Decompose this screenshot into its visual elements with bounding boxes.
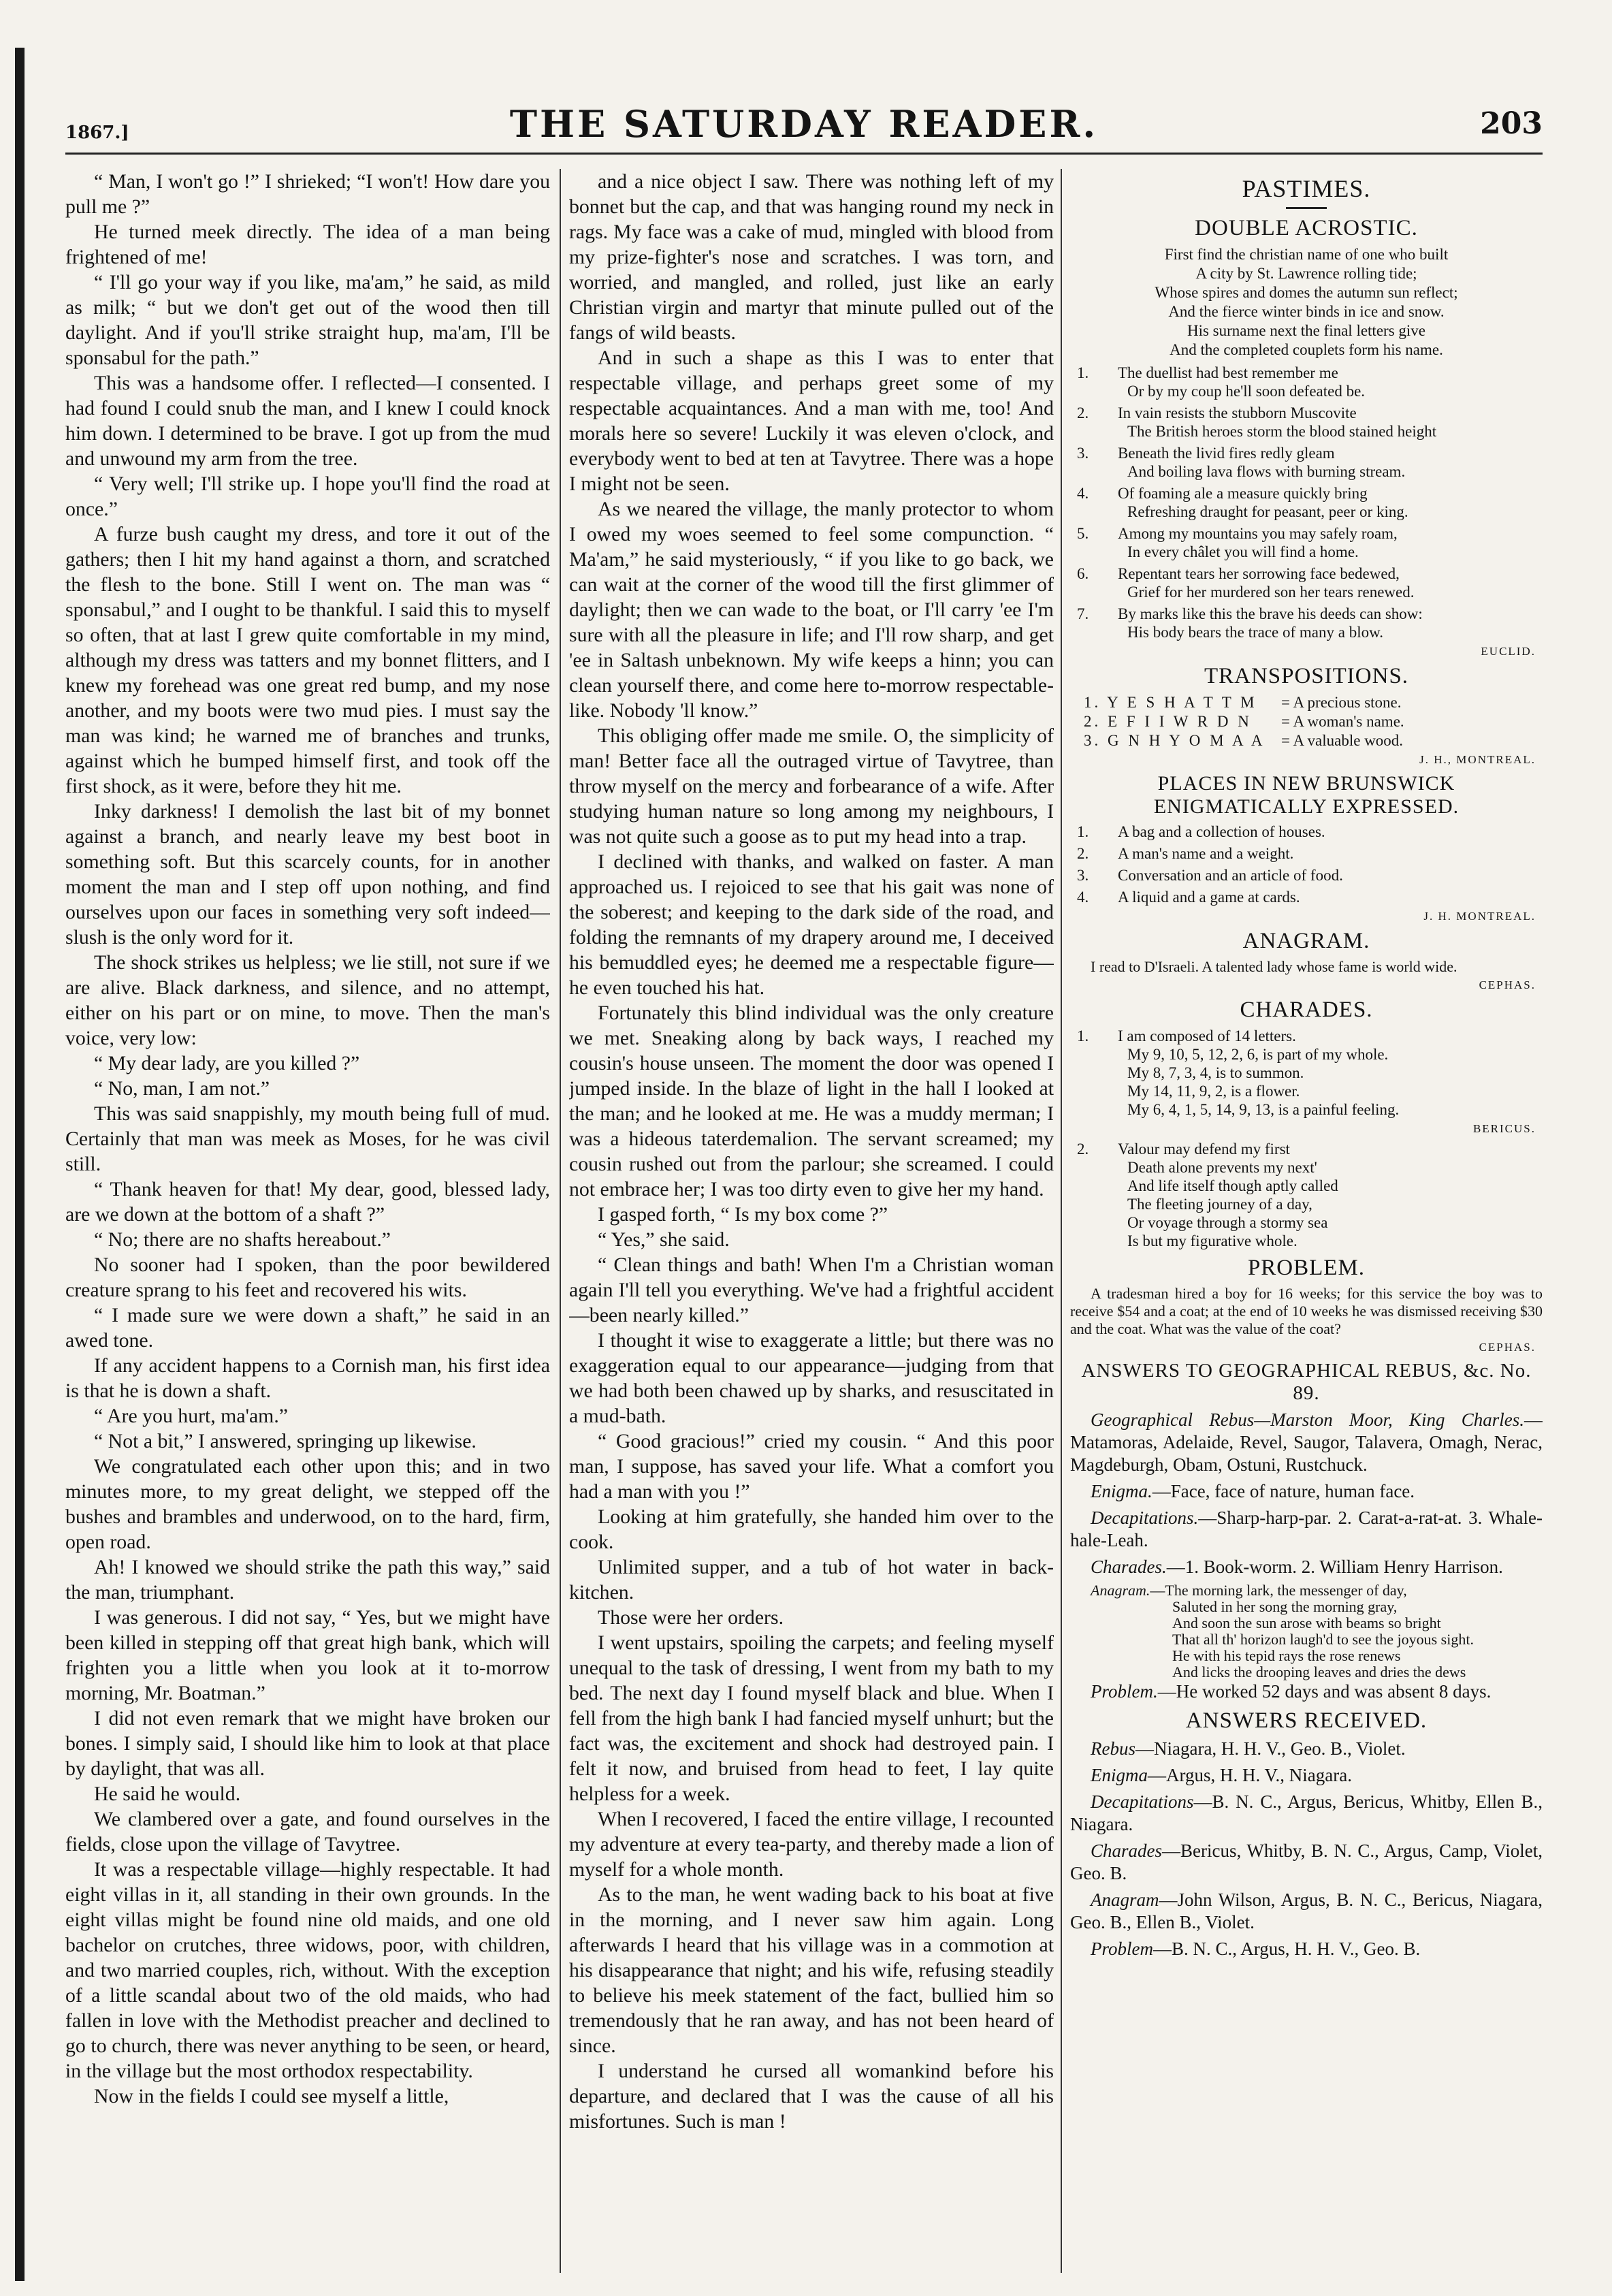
answer-anagram-verse xyxy=(1091,1599,1543,1680)
received-entry xyxy=(1070,1938,1543,1960)
answer-label: Charades. xyxy=(1091,1557,1167,1577)
received-heading: ANSWERS RECEIVED. xyxy=(1185,1708,1428,1733)
received-text: —Niagara, H. H. V., Geo. B., Violet. xyxy=(1135,1738,1406,1759)
acrostic-heading: DOUBLE ACROSTIC. xyxy=(1195,216,1418,240)
item-number: 4. xyxy=(1077,889,1089,906)
answer-entry xyxy=(1070,1480,1543,1503)
story-paragraph: Inky darkness! I demolish the last bit of my bonnet against a branch, and nearly leave my best boot in something soft. But this scarcely counts, for in another moment the man and I step off upon nothing, and find ourselves upon our faces in something very soft indeed—slush is the only word for it. xyxy=(65,800,550,948)
acrostic-signature: EUCLID. xyxy=(1481,645,1536,658)
answer-anagram xyxy=(1070,1582,1543,1680)
answer-anagram-label: Anagram. xyxy=(1091,1582,1150,1599)
story-paragraph: I declined with thanks, and walked on faster. A man approached us. I rejoiced to see that his gait was none of the soberest; and keeping to the dark side of the road, and folding the remnants of my drapery around me, I deceived his bemuddled eyes; he deemed me a respectable figure—he even touched his hat. xyxy=(569,850,1054,999)
acrostic-intro-line: And the completed couplets form his name. xyxy=(1170,341,1443,358)
received-entry xyxy=(1070,1791,1543,1836)
answer-problem-text: —He worked 52 days and was absent 8 days. xyxy=(1157,1681,1492,1702)
acrostic-item xyxy=(1070,404,1543,441)
item-number: 1. xyxy=(1077,1027,1089,1045)
answer-text: —Matamoras, Adelaide, Revel, Saugor, Talavera, Omagh, Nerac, Magdeburgh, Obam, Ostuni, Rustchuck. xyxy=(1070,1409,1543,1475)
story-paragraph: I gasped forth, “ Is my box come ?” xyxy=(598,1203,888,1226)
transposition-row xyxy=(1070,712,1543,731)
acrostic-item xyxy=(1070,484,1543,521)
story-paragraph: And in such a shape as this I was to enter that respectable village, and perhaps greet some of my respectable acquaintances. And a man with me, too! And morals here so severe! Luckily it was eleven o'clock, and everybody went to bed at ten at Tavytree. There was a hope I might not be seen. xyxy=(569,347,1054,495)
story-paragraph: This was a handsome offer. I reflected—I consented. I had found I could snub the man, and I knew I could knock him down. I determined to be brave. I got up from the mud and unwound my arm from the tree. xyxy=(65,372,550,470)
received-entry xyxy=(1070,1889,1543,1934)
answer-entry xyxy=(1070,1507,1543,1552)
charade-line: My 6, 4, 1, 5, 14, 9, 13, is a painful feeling. xyxy=(1127,1101,1400,1118)
acrostic-intro-line: His surname next the final letters give xyxy=(1187,322,1425,339)
answer-entry xyxy=(1070,1409,1543,1476)
places-item xyxy=(1070,844,1543,863)
received-text: —John Wilson, Argus, B. N. C., Bericus, Niagara, Geo. B., Ellen B., Violet. xyxy=(1070,1890,1543,1932)
answer-anagram-line: And licks the drooping leaves and dries the dews xyxy=(1172,1663,1466,1680)
places-text: A bag and a collection of houses. xyxy=(1118,823,1325,840)
places-text: A man's name and a weight. xyxy=(1118,845,1294,862)
transposition-letters: 3. G N H Y O M A A xyxy=(1084,732,1266,749)
page-header xyxy=(65,102,1543,150)
transpositions-list xyxy=(1070,693,1543,750)
places-item xyxy=(1070,866,1543,884)
places-heading: PLACES IN NEW BRUNSWICK ENIGMATICALLY EXPRESSED. xyxy=(1153,772,1460,818)
transposition-answer-hint: = A valuable wood. xyxy=(1281,732,1404,749)
story-paragraph: Ah! I knowed we should strike the path this way,” said the man, triumphant. xyxy=(65,1556,550,1604)
acrostic-list xyxy=(1070,364,1543,641)
story-paragraph: I went upstairs, spoiling the carpets; and feeling myself unequal to the task of dressing, I went from my bath to my bed. The next day I found myself black and blue. When I fell from the high bank I had fancied myself unhurt; but the fact was, the excitement and shock had destroyed pain. I felt it now, and bruised from head to feet, I lay quite helpless for a week. xyxy=(569,1631,1054,1805)
acrostic-item xyxy=(1070,564,1543,601)
story-paragraph: I was generous. I did not say, “ Yes, but we might have been killed in stepping off that great high bank, which will frighten you a little when you look at it to-morrow morning, Mr. Boatman.” xyxy=(65,1606,550,1704)
answer-problem-label: Problem. xyxy=(1091,1681,1158,1702)
header-rule xyxy=(65,153,1543,155)
received-label: Charades xyxy=(1091,1840,1163,1861)
story-paragraph: It was a respectable village—highly respectable. It had eight villas in it, all standing in their own grounds. In the eight villas might be found nine old maids, and one old bachelor on crutches, three widows, poor, with children, and two married couples, rich, without. With the exception of a little scandal about two of the old maids, who had fallen in love with the Methodist preacher and declined to go to church, there was never anything to be seen, or heard, in the village but the most orthodox respectability. xyxy=(65,1858,550,2082)
transposition-row xyxy=(1070,693,1543,712)
story-paragraph: Fortunately this blind individual was the only creature we met. Sneaking along by back ways, I reached my cousin's house unseen. The moment the door was opened I jumped inside. In the blaze of light in the hall I looked at the man; and he looked at me. He was a muddy merman; I was a hideous taterdemalion. The servant screamed; my cousin rushed out from the parlour; she screamed. I could not embrace her; I was too dirty even to give her my hand. xyxy=(569,1002,1054,1200)
answers-list xyxy=(1070,1409,1543,1578)
story-paragraph: I thought it wise to exaggerate a little; but there was no exaggeration equal to our appearance—judging from that we had both been chawed up by sharks, and resuscitated in a mud-bath. xyxy=(569,1329,1054,1427)
transposition-letters: 2. E F I I W R D N xyxy=(1084,713,1252,730)
page-number: 203 xyxy=(1480,106,1543,141)
received-label: Decapitations xyxy=(1091,1791,1194,1812)
story-paragraph: “ No, man, I am not.” xyxy=(94,1077,270,1100)
received-list xyxy=(1070,1738,1543,1960)
story-paragraph: “ Clean things and bath! When I'm a Christian woman again I'll tell you everything. We've had a frightful accident—been nearly killed.” xyxy=(569,1254,1054,1326)
received-entry xyxy=(1070,1738,1543,1760)
story-paragraph: We clambered over a gate, and found ourselves in the fields, close upon the village of Tavytree. xyxy=(65,1808,550,1855)
story-paragraph: He said he would. xyxy=(94,1783,241,1805)
story-paragraph: “ Are you hurt, ma'am.” xyxy=(94,1405,289,1427)
story-paragraph: “ Very well; I'll strike up. I hope you'll find the road at once.” xyxy=(65,473,550,520)
story-paragraph: A furze bush caught my dress, and tore it out of the gathers; then I hit my hand against a thorn, and scratched the flesh to the bone. Still I went on. The man was “ sponsabul,” and I ought to be thankful. I said this to myself so often, that at last I grew quite comfortable in my mind, although my dress was tatters and my bonnet flitters, and I knew my forehead was one great red bump, and my nose another, and my boots were two mud pies. I must say the man was kind; he warned me of branches and trunks, against which he bumped himself first, and took off the first shock, as it were, before they hit me. xyxy=(65,523,550,797)
charade-line: Valour may defend my first xyxy=(1118,1141,1290,1158)
story-paragraph: “ I'll go your way if you like, ma'am,” he said, as mild as milk; “ but we don't get out of the wood then till daylight. And if you'll strike straight hup, ma'am, I'll be sponsabul for the path.” xyxy=(65,271,550,369)
item-number: 1. xyxy=(1077,823,1089,840)
story-paragraph: This obliging offer made me smile. O, the simplicity of man! Better face all the outraged virtue of Tavytree, than throw myself on the mercy and forbearance of a wife. After studying human nature so long among my neighbours, I was not quite such a goose as to put my head into a trap. xyxy=(569,724,1054,848)
received-label: Anagram xyxy=(1091,1890,1159,1910)
acrostic-intro-line: Whose spires and domes the autumn sun reflect; xyxy=(1155,284,1458,301)
places-item xyxy=(1070,823,1543,841)
charade-line: And life itself though aptly called xyxy=(1127,1177,1338,1194)
acrostic-line: Repentant tears her sorrowing face bedewed, xyxy=(1118,565,1400,582)
charade-line: Is but my figurative whole. xyxy=(1127,1232,1297,1249)
answers-heading: ANSWERS TO GEOGRAPHICAL REBUS, &c. No. 89. xyxy=(1081,1360,1532,1404)
story-paragraph: I understand he cursed all womankind before his departure, and declared that I was the cause of all his misfortunes. Such is man ! xyxy=(569,2060,1054,2133)
acrostic-line: Grief for her murdered son her tears renewed. xyxy=(1127,584,1415,601)
received-text: —Argus, H. H. V., Niagara. xyxy=(1148,1765,1352,1785)
item-number: 4. xyxy=(1077,485,1089,502)
anagram-signature: CEPHAS. xyxy=(1479,978,1536,991)
acrostic-line: The British heroes storm the blood stained height xyxy=(1127,423,1437,440)
acrostic-intro-line: First find the christian name of one who built xyxy=(1164,246,1449,263)
received-entry xyxy=(1070,1840,1543,1885)
acrostic-line: The duellist had best remember me xyxy=(1118,364,1338,381)
story-paragraph: Unlimited supper, and a tub of hot water in back-kitchen. xyxy=(569,1556,1054,1604)
item-number: 1. xyxy=(1077,364,1089,381)
story-paragraph: If any accident happens to a Cornish man, his first idea is that he is down a shaft. xyxy=(65,1354,550,1402)
story-paragraph: As we neared the village, the manly protector to whom I owed my woes seemed to feel some compunction. “ Ma'am,” he said mysteriously, “ if you like to go back, we can wait at the corner of the wood till the first glimmer of daylight; then we can wade to the boat, or I'll carry 'ee I'm sure with all the pleasure in life; and I'll row sharp, and get 'ee in Saltash unbeknown. My wife keeps a hinn; you can clean yourself there, and come here to-morrow respectable-like. Nobody 'll know.” xyxy=(569,498,1054,722)
charades-heading: CHARADES. xyxy=(1240,998,1373,1022)
item-number: 3. xyxy=(1077,445,1089,462)
story-paragraph: and a nice object I saw. There was nothing left of my bonnet but the cap, and that was hanging round my neck in rags. My face was a cake of mud, mingled with blood from my prize-fighter's nose and scratches. I was torn, and worried, and mangled, and rolled, just like an early Christian virgin and martyr that minute pulled out of the fangs of wild beasts. xyxy=(569,170,1054,344)
item-number: 2. xyxy=(1077,404,1089,421)
charade-line: My 9, 10, 5, 12, 2, 6, is part of my whole. xyxy=(1127,1046,1389,1063)
transpositions-signature: J. H., MONTREAL. xyxy=(1419,753,1536,766)
masthead-title: THE SATURDAY READER. xyxy=(509,102,1099,146)
charade-line: I am composed of 14 letters. xyxy=(1118,1027,1296,1045)
story-paragraph: Those were her orders. xyxy=(598,1606,784,1629)
charade-item xyxy=(1070,1027,1543,1119)
story-paragraph: “ Yes,” she said. xyxy=(598,1228,730,1251)
story-paragraph: Now in the fields I could see myself a little, xyxy=(94,2085,449,2107)
answer-text: —Sharp-harp-par. 2. Carat-a-rat-at. 3. Whale-hale-Leah. xyxy=(1070,1508,1543,1550)
acrostic-line: In vain resists the stubborn Muscovite xyxy=(1118,404,1357,421)
received-text: —Bericus, Whitby, B. N. C., Argus, Camp, Violet, Geo. B. xyxy=(1070,1840,1543,1883)
story-paragraph: “ Good gracious!” cried my cousin. “ And this poor man, I suppose, has saved your life. What a comfort you had a man with you !” xyxy=(569,1430,1054,1503)
charade-1 xyxy=(1070,1027,1543,1119)
acrostic-line: In every châlet you will find a home. xyxy=(1127,543,1359,560)
acrostic-line: And boiling lava flows with burning stream. xyxy=(1127,463,1406,480)
places-list xyxy=(1070,823,1543,906)
acrostic-item xyxy=(1070,364,1543,400)
story-paragraph: “ My dear lady, are you killed ?” xyxy=(94,1052,360,1074)
answer-anagram-line: And soon the sun arose with beams so bright xyxy=(1172,1614,1441,1631)
received-entry xyxy=(1070,1764,1543,1787)
received-text: —B. N. C., Argus, Bericus, Whitby, Ellen B., Niagara. xyxy=(1070,1791,1543,1834)
story-paragraph: When I recovered, I faced the entire village, I recounted my adventure at every tea-party, and thereby made a lion of myself for a whole month. xyxy=(569,1808,1054,1881)
acrostic-line: Of foaming ale a measure quickly bring xyxy=(1118,485,1368,502)
acrostic-item xyxy=(1070,524,1543,561)
problem-heading: PROBLEM. xyxy=(1247,1256,1366,1280)
item-number: 6. xyxy=(1077,565,1089,582)
charade-1-signature: BERICUS. xyxy=(1472,1122,1536,1135)
story-paragraph: Looking at him gratefully, she handed him over to the cook. xyxy=(569,1505,1054,1553)
acrostic-intro-line: A city by St. Lawrence rolling tide; xyxy=(1195,265,1417,282)
story-paragraph: “ No; there are no shafts hereabout.” xyxy=(94,1228,391,1251)
answer-text: —1. Book-worm. 2. William Henry Harrison. xyxy=(1166,1557,1503,1577)
anagram-heading: ANAGRAM. xyxy=(1242,929,1370,953)
answer-entry xyxy=(1070,1556,1543,1578)
answer-problem xyxy=(1070,1680,1543,1703)
anagram-text: I read to D'Israeli. A talented lady whose fame is world wide. xyxy=(1091,958,1457,975)
problem-signature: CEPHAS. xyxy=(1479,1341,1536,1354)
answer-label: Decapitations. xyxy=(1091,1508,1199,1528)
story-paragraph: The shock strikes us helpless; we lie still, not sure if we are alive. Black darkness, and silence, and no attempt, either on his part or on mine, to move. Then the man's voice, very low: xyxy=(65,951,550,1049)
issue-date: 1867.] xyxy=(65,123,129,143)
pastimes-column xyxy=(1070,169,1543,2273)
answer-anagram-line: That all th' horizon laugh'd to see the joyous sight. xyxy=(1172,1631,1474,1648)
answer-label: Geographical Rebus—Marston Moor, King Charles. xyxy=(1091,1409,1524,1430)
story-paragraph: I did not even remark that we might have broken our bones. I simply said, I should like him to look at that place by daylight, that was all. xyxy=(65,1707,550,1780)
received-text: —B. N. C., Argus, H. H. V., Geo. B. xyxy=(1152,1939,1421,1959)
charade-line: My 14, 11, 9, 2, is a flower. xyxy=(1127,1083,1300,1100)
received-label: Rebus xyxy=(1091,1738,1135,1759)
acrostic-line: His body bears the trace of many a blow. xyxy=(1127,624,1383,641)
answer-text: —Face, face of nature, human face. xyxy=(1152,1481,1415,1501)
answer-label: Enigma. xyxy=(1091,1481,1152,1501)
transposition-answer-hint: = A precious stone. xyxy=(1281,694,1402,711)
story-paragraph: “ Not a bit,” I answered, springing up likewise. xyxy=(94,1430,477,1452)
acrostic-item xyxy=(1070,444,1543,481)
places-text: A liquid and a game at cards. xyxy=(1118,889,1300,906)
transpositions-heading: TRANSPOSITIONS. xyxy=(1204,664,1409,688)
story-paragraph: “ Man, I won't go !” I shrieked; “I won't! How dare you pull me ?” xyxy=(65,170,550,218)
received-label: Enigma xyxy=(1091,1765,1148,1785)
places-item xyxy=(1070,888,1543,906)
pastimes-heading: PASTIMES. xyxy=(1242,175,1371,202)
story-paragraph: He turned meek directly. The idea of a man being frightened of me! xyxy=(65,221,550,268)
transposition-answer-hint: = A woman's name. xyxy=(1281,713,1404,730)
story-paragraph: This was said snappishly, my mouth being full of mud. Certainly that man was meek as Moses, for he was civil still. xyxy=(65,1102,550,1175)
charade-line: Or voyage through a stormy sea xyxy=(1127,1214,1328,1231)
received-label: Problem xyxy=(1091,1939,1153,1959)
story-column-2 xyxy=(569,169,1054,2273)
story-column-1 xyxy=(65,169,550,2273)
column-divider xyxy=(560,169,561,2273)
item-number: 2. xyxy=(1077,1141,1089,1158)
acrostic-line: Among my mountains you may safely roam, xyxy=(1118,525,1398,542)
answer-anagram-line: Saluted in her song the morning gray, xyxy=(1172,1598,1398,1615)
charade-line: The fleeting journey of a day, xyxy=(1127,1196,1312,1213)
column-divider xyxy=(1061,169,1062,2273)
places-signature: J. H. MONTREAL. xyxy=(1423,910,1536,923)
charade-item xyxy=(1070,1140,1543,1250)
acrostic-line: By marks like this the brave his deeds can show: xyxy=(1118,605,1423,622)
acrostic-intro-line: And the fierce winter binds in ice and snow. xyxy=(1168,303,1445,320)
acrostic-line: Refreshing draught for peasant, peer or king. xyxy=(1127,503,1408,520)
problem-text: A tradesman hired a boy for 16 weeks; for this service the boy was to receive $54 and a coat; at the end of 10 weeks he was dismissed receiving $30 and the coat. What was the value of the coat? xyxy=(1070,1285,1543,1337)
story-paragraph: “ I made sure we were down a shaft,” he said in an awed tone. xyxy=(65,1304,550,1352)
acrostic-item xyxy=(1070,605,1543,641)
answer-anagram-line: He with his tepid rays the rose renews xyxy=(1172,1647,1401,1664)
transposition-row xyxy=(1070,731,1543,750)
story-paragraph: No sooner had I spoken, than the poor bewildered creature sprang to his feet and recovered his wits. xyxy=(65,1254,550,1301)
charade-line: My 8, 7, 3, 4, is to summon. xyxy=(1127,1064,1304,1081)
places-text: Conversation and an article of food. xyxy=(1118,867,1343,884)
story-paragraph: As to the man, he went wading back to his boat at five in the morning, and I never saw him again. Long afterwards I heard that his village was in a commotion at his disappearance that night; and his wife, refusing steadily to believe his meek statement of the fact, bullied him so tremendously that he ran away, and has not been heard of since. xyxy=(569,1883,1054,2057)
acrostic-line: Or by my coup he'll soon defeated be. xyxy=(1127,383,1366,400)
section-rule xyxy=(1286,207,1327,209)
answer-anagram-line: —The morning lark, the messenger of day, xyxy=(1150,1582,1407,1599)
charade-2 xyxy=(1070,1140,1543,1250)
item-number: 7. xyxy=(1077,605,1089,622)
item-number: 2. xyxy=(1077,845,1089,862)
item-number: 3. xyxy=(1077,867,1089,884)
story-paragraph: “ Thank heaven for that! My dear, good, blessed lady, are we down at the bottom of a shaft ?” xyxy=(65,1178,550,1226)
transposition-letters: 1. Y E S H A T T M xyxy=(1084,694,1257,711)
charade-line: Death alone prevents my next' xyxy=(1127,1159,1317,1176)
page-binding-edge xyxy=(15,48,25,2281)
item-number: 5. xyxy=(1077,525,1089,542)
story-paragraph: We congratulated each other upon this; and in two minutes more, to my great delight, we stepped off the bushes and brambles and underwood, on to the hard, firm, open road. xyxy=(65,1455,550,1553)
acrostic-line: Beneath the livid fires redly gleam xyxy=(1118,445,1335,462)
acrostic-intro xyxy=(1070,245,1543,360)
